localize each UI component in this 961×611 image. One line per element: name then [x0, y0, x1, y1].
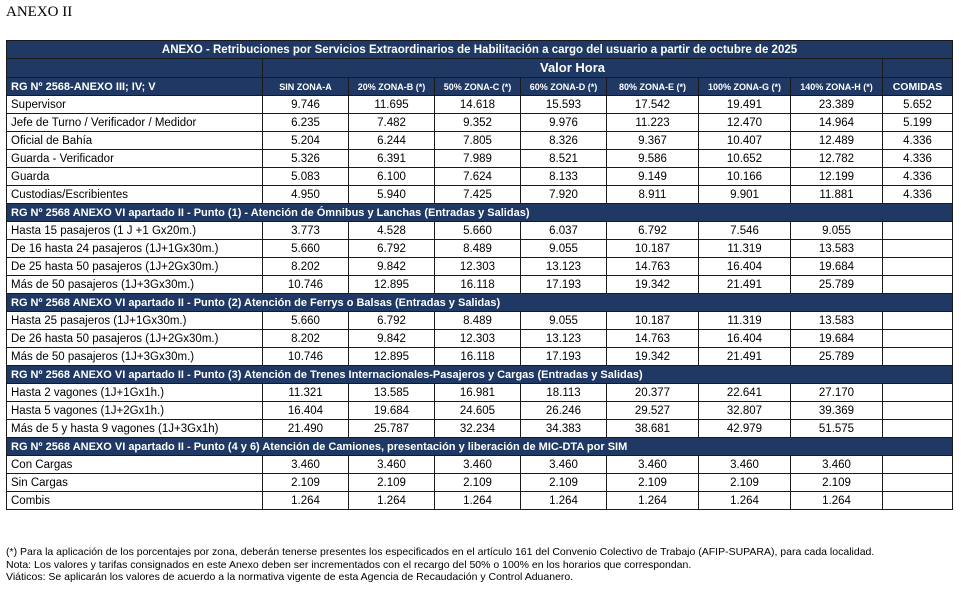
table-title: ANEXO - Retribuciones por Servicios Extraordinarios de Habilitación a cargo del usuario a partir de octubre de 2025 [7, 41, 953, 59]
table-row [7, 474, 953, 492]
value-cell: 3.460 [263, 456, 349, 474]
table-row [7, 330, 953, 348]
value-cell: 14.763 [607, 330, 699, 348]
value-cell: 3.460 [699, 456, 791, 474]
value-cell: 12.199 [791, 168, 883, 186]
value-cell: 10.652 [699, 150, 791, 168]
value-cell: 9.352 [435, 114, 521, 132]
value-cell: 38.681 [607, 420, 699, 438]
value-cell: 9.055 [521, 312, 607, 330]
value-cell: 5.204 [263, 132, 349, 150]
value-cell: 16.118 [435, 348, 521, 366]
section-header-row [7, 438, 953, 456]
value-cell: 6.037 [521, 222, 607, 240]
value-cell: 25.789 [791, 348, 883, 366]
value-cell: 8.911 [607, 186, 699, 204]
value-cell: 13.123 [521, 330, 607, 348]
section-header-row [7, 366, 953, 384]
comidas-cell: 4.336 [883, 168, 953, 186]
value-cell: 8.202 [263, 258, 349, 276]
value-cell: 51.575 [791, 420, 883, 438]
value-cell: 9.055 [791, 222, 883, 240]
value-cell: 12.782 [791, 150, 883, 168]
comidas-header: COMIDAS [883, 78, 953, 96]
value-cell: 21.491 [699, 276, 791, 294]
value-cell: 12.895 [349, 276, 435, 294]
comidas-cell [883, 384, 953, 402]
value-cell: 2.109 [263, 474, 349, 492]
value-cell: 13.583 [791, 240, 883, 258]
value-cell: 8.489 [435, 312, 521, 330]
value-cell: 6.235 [263, 114, 349, 132]
value-cell: 1.264 [791, 492, 883, 510]
value-cell: 10.746 [263, 276, 349, 294]
value-cell: 7.482 [349, 114, 435, 132]
row-label: De 26 hasta 50 pasajeros (1J+2Gx30m.) [7, 330, 263, 348]
table-row [7, 312, 953, 330]
value-cell: 14.964 [791, 114, 883, 132]
row-label: De 16 hasta 24 pasajeros (1J+1Gx30m.) [7, 240, 263, 258]
value-cell: 6.792 [349, 240, 435, 258]
row-label: Más de 50 pasajeros (1J+3Gx30m.) [7, 348, 263, 366]
value-cell: 6.391 [349, 150, 435, 168]
value-cell: 5.083 [263, 168, 349, 186]
value-cell: 11.881 [791, 186, 883, 204]
value-cell: 9.842 [349, 258, 435, 276]
table-row [7, 150, 953, 168]
row-label: Con Cargas [7, 456, 263, 474]
value-cell: 29.527 [607, 402, 699, 420]
table-row [7, 384, 953, 402]
value-cell: 7.425 [435, 186, 521, 204]
value-cell: 8.521 [521, 150, 607, 168]
comidas-header-spacer [883, 59, 953, 78]
comidas-cell: 5.652 [883, 96, 953, 114]
comidas-cell [883, 276, 953, 294]
comidas-cell [883, 402, 953, 420]
value-cell: 17.542 [607, 96, 699, 114]
section-header-row [7, 204, 953, 222]
value-cell: 11.319 [699, 312, 791, 330]
value-cell: 19.684 [791, 258, 883, 276]
value-cell: 2.109 [349, 474, 435, 492]
value-cell: 11.319 [699, 240, 791, 258]
value-cell: 8.133 [521, 168, 607, 186]
valor-hora-row [7, 59, 953, 78]
value-cell: 11.695 [349, 96, 435, 114]
row-label: Guarda - Verificador [7, 150, 263, 168]
comidas-cell [883, 474, 953, 492]
value-cell: 8.202 [263, 330, 349, 348]
value-cell: 5.660 [435, 222, 521, 240]
value-cell: 9.901 [699, 186, 791, 204]
row-label: Custodias/Escribientes [7, 186, 263, 204]
row-label: Supervisor [7, 96, 263, 114]
value-cell: 39.369 [791, 402, 883, 420]
value-cell: 17.193 [521, 348, 607, 366]
value-cell: 25.789 [791, 276, 883, 294]
value-cell: 19.342 [607, 348, 699, 366]
value-cell: 2.109 [607, 474, 699, 492]
value-cell: 22.641 [699, 384, 791, 402]
rg-header: RG Nº 2568-ANEXO III; IV; V [7, 78, 263, 96]
table-row [7, 258, 953, 276]
value-cell: 1.264 [263, 492, 349, 510]
table-row [7, 402, 953, 420]
value-cell: 9.055 [521, 240, 607, 258]
value-cell: 11.223 [607, 114, 699, 132]
value-cell: 12.303 [435, 330, 521, 348]
table-row [7, 96, 953, 114]
comidas-cell [883, 348, 953, 366]
zone-header: 20% ZONA-B (*) [349, 78, 435, 96]
row-label: Hasta 2 vagones (1J+1Gx1h.) [7, 384, 263, 402]
page-title: ANEXO II [6, 4, 73, 20]
value-cell: 21.490 [263, 420, 349, 438]
value-cell: 1.264 [435, 492, 521, 510]
value-cell: 5.940 [349, 186, 435, 204]
value-cell: 6.244 [349, 132, 435, 150]
footnote-recargo: Nota: Los valores y tarifas consignados en este Anexo deben ser incrementados con el recargo del 50% o 100% en los horarios que correspondan. [6, 558, 692, 571]
row-label: Hasta 25 pasajeros (1J+1Gx30m.) [7, 312, 263, 330]
zone-header: 60% ZONA-D (*) [521, 78, 607, 96]
value-cell: 32.234 [435, 420, 521, 438]
value-cell: 9.976 [521, 114, 607, 132]
value-cell: 13.123 [521, 258, 607, 276]
value-cell: 42.979 [699, 420, 791, 438]
footnotes [6, 546, 956, 584]
comidas-cell [883, 456, 953, 474]
value-cell: 12.895 [349, 348, 435, 366]
row-label: Hasta 15 pasajeros (1 J +1 Gx20m.) [7, 222, 263, 240]
comidas-cell: 4.336 [883, 132, 953, 150]
value-cell: 34.383 [521, 420, 607, 438]
value-cell: 1.264 [607, 492, 699, 510]
value-cell: 16.118 [435, 276, 521, 294]
value-cell: 14.763 [607, 258, 699, 276]
valor-hora-header: Valor Hora [263, 59, 883, 78]
value-cell: 9.586 [607, 150, 699, 168]
zone-header: 50% ZONA-C (*) [435, 78, 521, 96]
value-cell: 5.326 [263, 150, 349, 168]
comidas-cell [883, 240, 953, 258]
row-label: Más de 50 pasajeros (1J+3Gx30m.) [7, 276, 263, 294]
value-cell: 32.807 [699, 402, 791, 420]
section-header-row [7, 294, 953, 312]
value-cell: 1.264 [521, 492, 607, 510]
comidas-cell: 4.336 [883, 150, 953, 168]
value-cell: 8.326 [521, 132, 607, 150]
comidas-cell [883, 222, 953, 240]
table-row [7, 420, 953, 438]
table-row [7, 456, 953, 474]
value-cell: 3.460 [791, 456, 883, 474]
value-cell: 4.528 [349, 222, 435, 240]
value-cell: 6.792 [607, 222, 699, 240]
value-cell: 16.981 [435, 384, 521, 402]
comidas-cell [883, 330, 953, 348]
table-row [7, 222, 953, 240]
value-cell: 7.546 [699, 222, 791, 240]
row-label: De 25 hasta 50 pasajeros (1J+2Gx30m.) [7, 258, 263, 276]
value-cell: 19.684 [349, 402, 435, 420]
value-cell: 5.660 [263, 312, 349, 330]
value-cell: 1.264 [699, 492, 791, 510]
value-cell: 13.585 [349, 384, 435, 402]
table-row [7, 114, 953, 132]
comidas-cell: 5.199 [883, 114, 953, 132]
section-title: RG Nº 2568 ANEXO VI apartado II - Punto (3) Atención de Trenes Internacionales-Pasajeros y Cargas (Entradas y Salidas) [7, 366, 953, 384]
footnote-viaticos: Viáticos: Se aplicarán los valores de acuerdo a la normativa vigente de esta Agencia de Recaudación y Control Aduanero. [6, 571, 574, 583]
comidas-cell [883, 420, 953, 438]
value-cell: 3.773 [263, 222, 349, 240]
value-cell: 24.605 [435, 402, 521, 420]
value-cell: 27.170 [791, 384, 883, 402]
value-cell: 10.187 [607, 240, 699, 258]
value-cell: 9.367 [607, 132, 699, 150]
row-label: Más de 5 y hasta 9 vagones (1J+3Gx1h) [7, 420, 263, 438]
comidas-cell [883, 312, 953, 330]
table-row [7, 240, 953, 258]
value-cell: 10.166 [699, 168, 791, 186]
zones-header-row [7, 78, 953, 96]
section-title: RG Nº 2568 ANEXO VI apartado II - Punto (2) Atención de Ferrys o Balsas (Entradas y Salidas) [7, 294, 953, 312]
value-cell: 9.149 [607, 168, 699, 186]
table-row [7, 186, 953, 204]
value-cell: 14.618 [435, 96, 521, 114]
row-label: Hasta 5 vagones (1J+2Gx1h.) [7, 402, 263, 420]
row-label: Jefe de Turno / Verificador / Medidor [7, 114, 263, 132]
value-cell: 21.491 [699, 348, 791, 366]
value-cell: 9.842 [349, 330, 435, 348]
value-cell: 1.264 [349, 492, 435, 510]
value-cell: 9.746 [263, 96, 349, 114]
value-cell: 7.805 [435, 132, 521, 150]
value-cell: 12.489 [791, 132, 883, 150]
zone-header: 100% ZONA-G (*) [699, 78, 791, 96]
row-label: Guarda [7, 168, 263, 186]
value-cell: 20.377 [607, 384, 699, 402]
zone-header: 80% ZONA-E (*) [607, 78, 699, 96]
value-cell: 26.246 [521, 402, 607, 420]
table-row [7, 132, 953, 150]
retribuciones-table [6, 40, 953, 510]
row-label: Sin Cargas [7, 474, 263, 492]
value-cell: 19.684 [791, 330, 883, 348]
value-cell: 5.660 [263, 240, 349, 258]
footnote-zones: (*) Para la aplicación de los porcentajes por zona, deberán tenerse presentes los especificados en el artículo 161 del Convenio Colectivo de Trabajo (AFIP-SUPARA), para cada localidad. [6, 546, 875, 558]
value-cell: 2.109 [521, 474, 607, 492]
row-label: Combis [7, 492, 263, 510]
rg-header-spacer [7, 59, 263, 78]
table-row [7, 276, 953, 294]
value-cell: 15.593 [521, 96, 607, 114]
value-cell: 13.583 [791, 312, 883, 330]
comidas-cell [883, 258, 953, 276]
zone-header: 140% ZONA-H (*) [791, 78, 883, 96]
value-cell: 3.460 [521, 456, 607, 474]
value-cell: 23.389 [791, 96, 883, 114]
section-title: RG Nº 2568 ANEXO VI apartado II - Punto (4 y 6) Atención de Camiones, presentación y liberación de MIC-DTA por SIM [7, 438, 953, 456]
value-cell: 11.321 [263, 384, 349, 402]
value-cell: 3.460 [349, 456, 435, 474]
table-row [7, 168, 953, 186]
value-cell: 10.407 [699, 132, 791, 150]
value-cell: 16.404 [699, 258, 791, 276]
value-cell: 12.303 [435, 258, 521, 276]
value-cell: 19.491 [699, 96, 791, 114]
value-cell: 2.109 [699, 474, 791, 492]
value-cell: 12.470 [699, 114, 791, 132]
value-cell: 4.950 [263, 186, 349, 204]
value-cell: 2.109 [791, 474, 883, 492]
comidas-cell: 4.336 [883, 186, 953, 204]
value-cell: 7.624 [435, 168, 521, 186]
value-cell: 3.460 [607, 456, 699, 474]
value-cell: 3.460 [435, 456, 521, 474]
value-cell: 16.404 [263, 402, 349, 420]
value-cell: 10.746 [263, 348, 349, 366]
table-row [7, 348, 953, 366]
value-cell: 18.113 [521, 384, 607, 402]
value-cell: 6.100 [349, 168, 435, 186]
section-title: RG Nº 2568 ANEXO VI apartado II - Punto (1) - Atención de Ómnibus y Lanchas (Entradas y Salidas) [7, 204, 953, 222]
value-cell: 8.489 [435, 240, 521, 258]
zone-header: SIN ZONA-A [263, 78, 349, 96]
comidas-cell [883, 492, 953, 510]
table-row [7, 492, 953, 510]
table-title-row [7, 41, 953, 59]
value-cell: 10.187 [607, 312, 699, 330]
value-cell: 17.193 [521, 276, 607, 294]
value-cell: 19.342 [607, 276, 699, 294]
value-cell: 16.404 [699, 330, 791, 348]
row-label: Oficial de Bahía [7, 132, 263, 150]
value-cell: 7.920 [521, 186, 607, 204]
value-cell: 6.792 [349, 312, 435, 330]
value-cell: 25.787 [349, 420, 435, 438]
value-cell: 7.989 [435, 150, 521, 168]
value-cell: 2.109 [435, 474, 521, 492]
